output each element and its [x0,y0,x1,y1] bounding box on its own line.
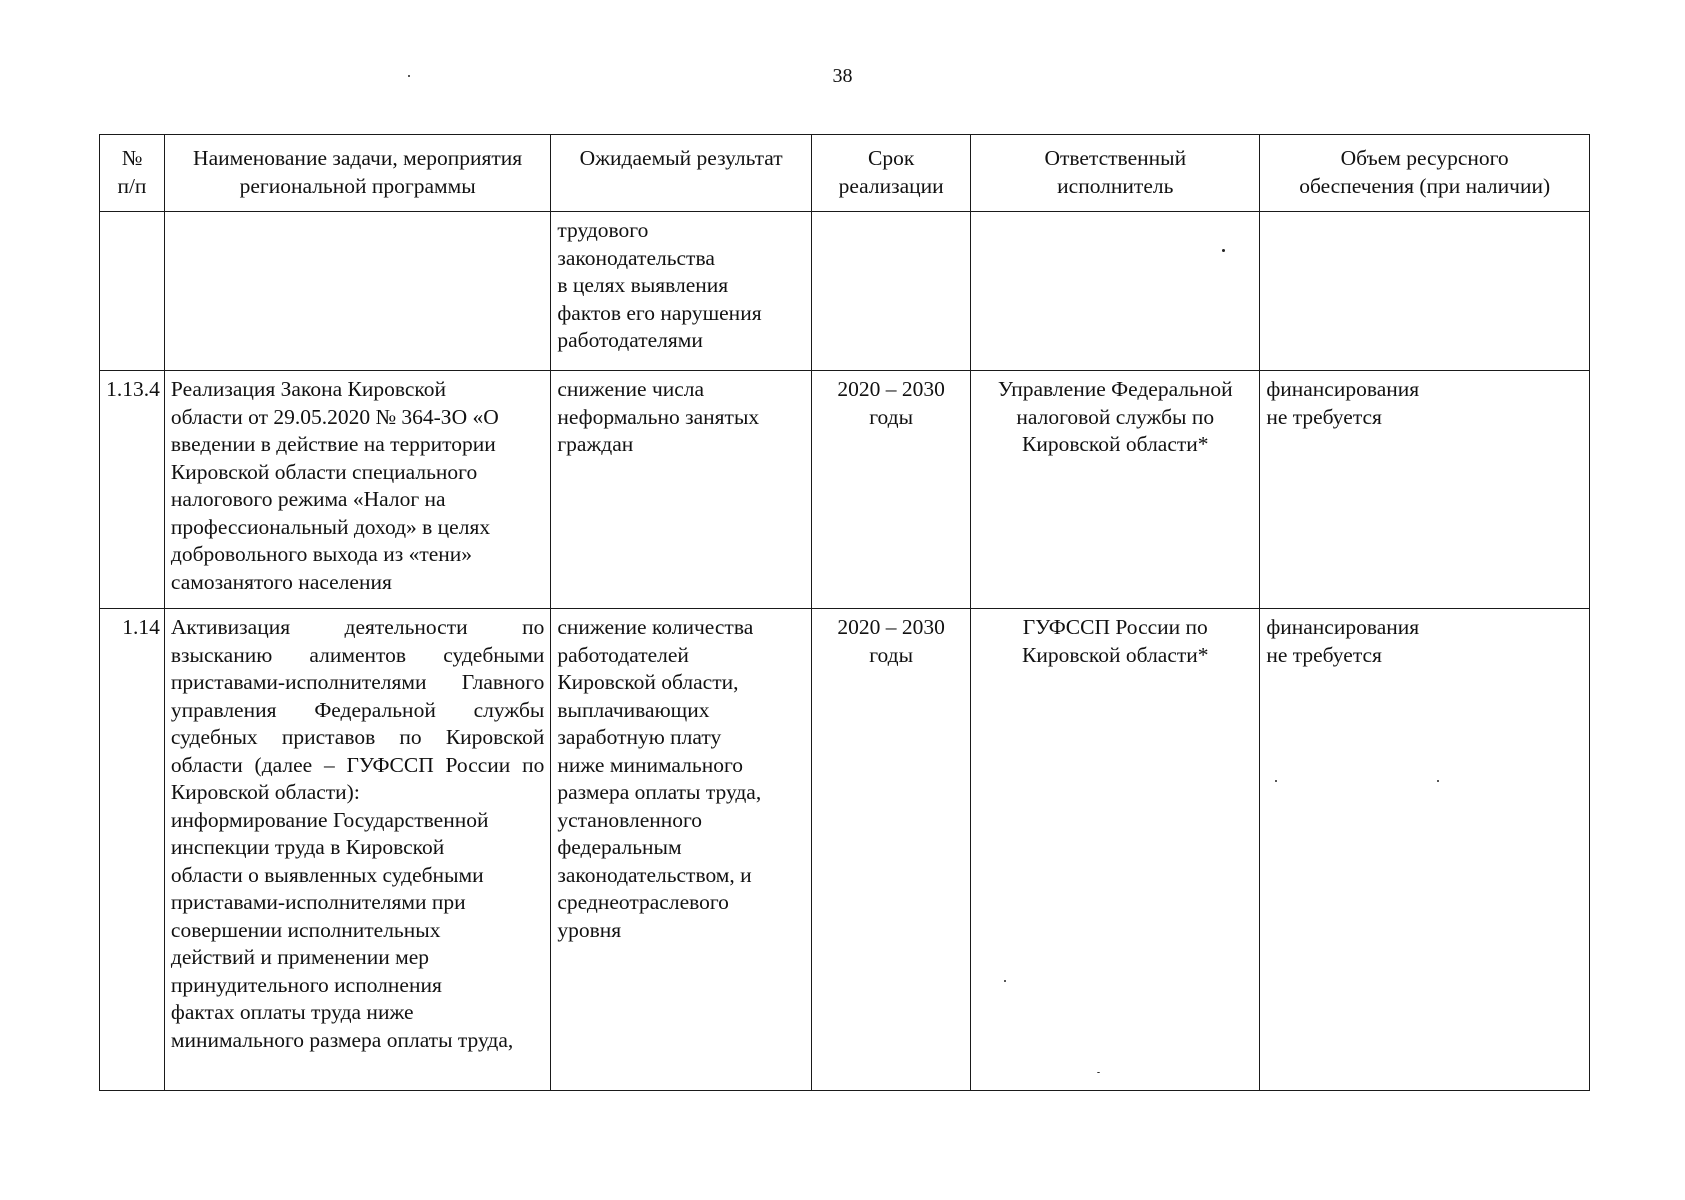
cell-name-intro: Активизация деятельности по взысканию алиментов судебными приставами-исполнителями Главного управления Федеральной службы судебных приставов по Кировской области (далее – ГУФССП России по Кировской области): [170,615,545,804]
cell-name [164,609,550,1091]
cell-name: Реализация Закона Кировской области от 29.05.2020 № 364-ЗО «О введении в действие на территории Кировской области специального налогового режима «Налог на профессиональный доход» в целях добровольного выхода из «тени» самозанятого населения [164,371,550,609]
cell-term [812,212,971,371]
cell-name [164,212,550,371]
cell-resources [1260,212,1590,371]
cell-result: снижение числа неформально занятых граждан [551,371,812,609]
table-body [100,212,1590,1091]
header-num: № п/п [100,135,165,212]
cell-result: трудового законодательства в целях выявления фактов его нарушения работодателями [551,212,812,371]
header-executor: Ответственный исполнитель [971,135,1260,212]
program-table [99,134,1590,1091]
cell-executor: ГУФССП России по Кировской области* [971,609,1260,1091]
cell-executor [971,212,1260,371]
header-resources: Объем ресурсного обеспечения (при наличии) [1260,135,1590,212]
cell-num [100,212,165,371]
cell-resources: финансирования не требуется [1260,371,1590,609]
cell-term: 2020 – 2030 годы [812,609,971,1091]
cell-name-detail: информирование Государственной инспекции труда в Кировской области о выявленных судебными приставами-исполнителями при совершении исполнительных действий и применении мер принудительного исполнения фактах оплаты труда ниже минимального размера оплаты труда, [170,807,514,1052]
table-header [100,135,1590,212]
scan-speck [408,75,410,77]
cell-resources: финансирования не требуется [1260,609,1590,1091]
table-row [100,609,1590,1091]
header-row [100,135,1590,212]
cell-executor: Управление Федеральной налоговой службы по Кировской области* [971,371,1260,609]
table-row [100,371,1590,609]
page-number: 38 [832,65,853,87]
cell-result: снижение количества работодателей Кировской области, выплачивающих заработную плату ниже минимального размера оплаты труда, установленного федеральным законодательством, и среднеотраслевого уровня [551,609,812,1091]
header-result: Ожидаемый результат [551,135,812,212]
header-name: Наименование задачи, мероприятия региональной программы [164,135,550,212]
header-term: Срок реализации [812,135,971,212]
table-row [100,212,1590,371]
cell-num: 1.14 [100,609,165,1091]
cell-term: 2020 – 2030 годы [812,371,971,609]
cell-num: 1.13.4 [100,371,165,609]
